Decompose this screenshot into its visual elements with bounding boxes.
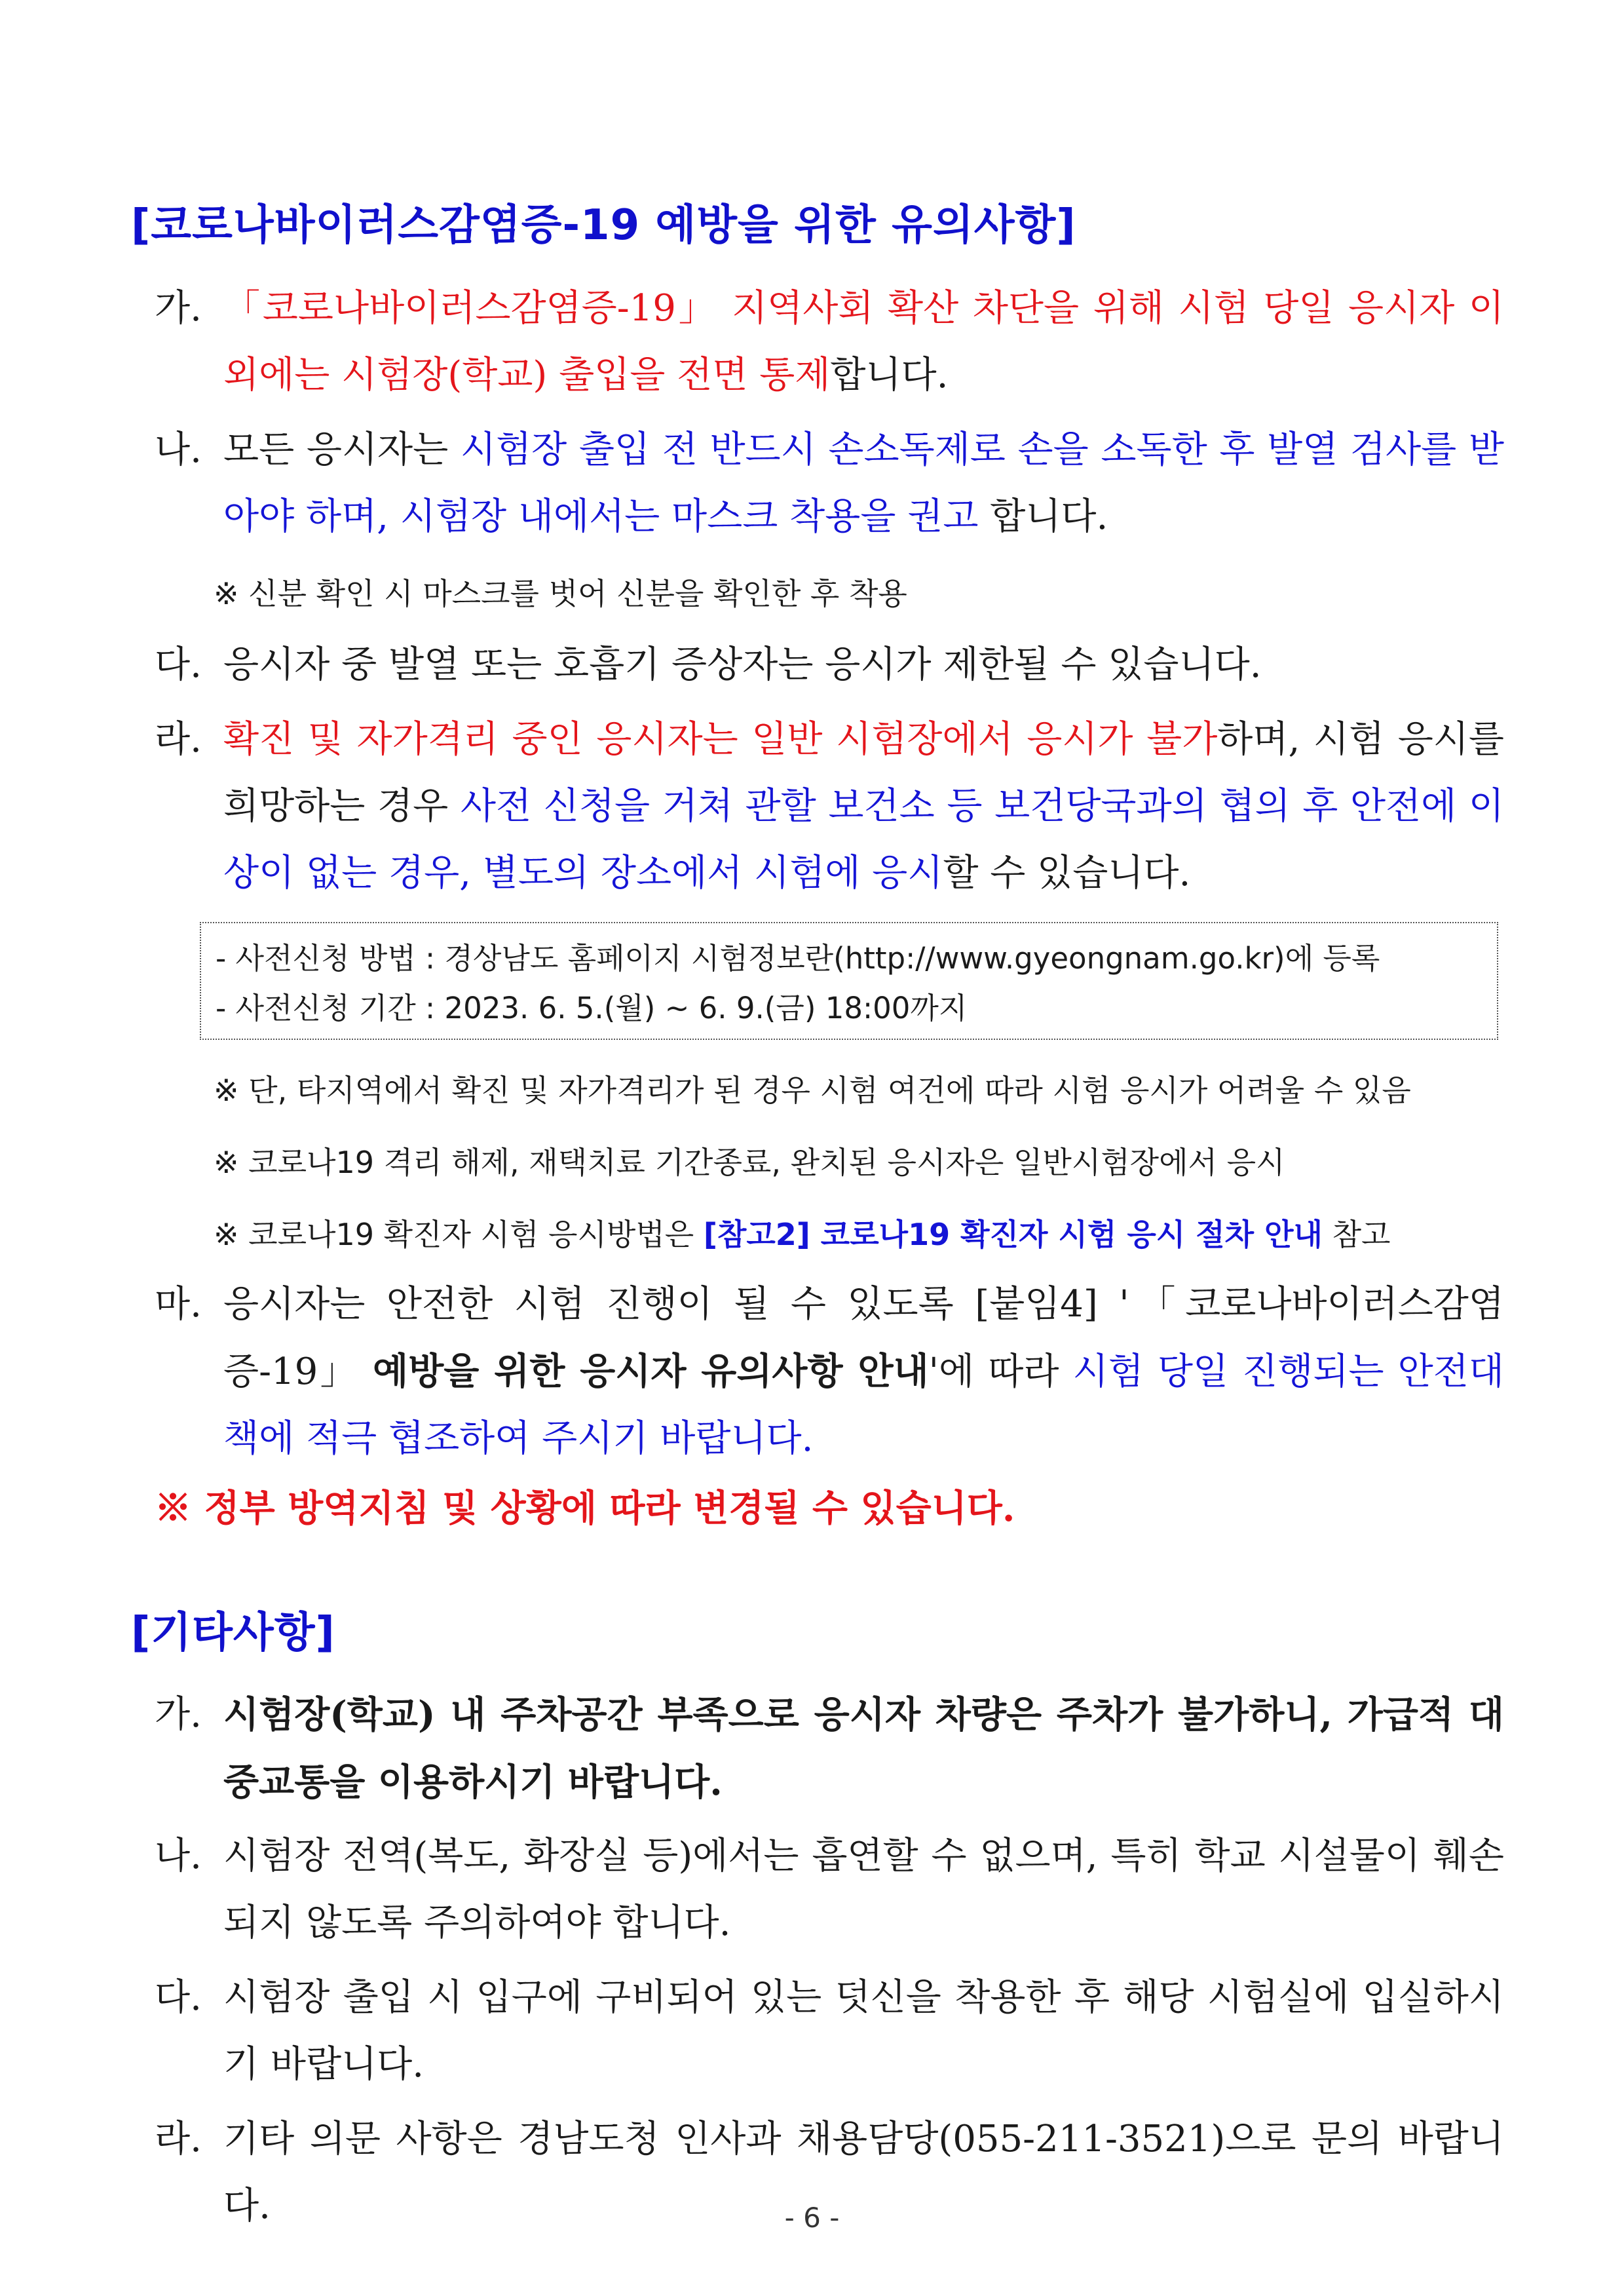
item-marker: 나. [155,1835,202,1877]
item-mid-text: 하며, 시험 응시를 희망하는 경우 [223,718,1504,828]
item-text: 시험장 전역(복도, 화장실 등)에서는 흡연할 수 없으며, 특히 학교 시설물이 훼손되지 않도록 주의하여야 합니다. [223,1835,1504,1944]
note-id-check: ※ 신분 확인 시 마스크를 벗어 신분을 확인한 후 착용 [214,576,907,611]
item-marker: 다. [155,1976,202,2019]
item-marker: 나. [155,429,202,471]
item-bold-text: 시험장(학교) 내 주차공간 부족으로 응시자 차량은 주차가 불가하니, 가급적 대중교통을 이용하시기 바랍니다. [223,1693,1504,1804]
item-marker: 가. [155,1693,202,1736]
note-other-region: ※ 단, 타지역에서 확진 및 자가격리가 된 경우 시험 여건에 따라 시험 응시가 어려울 수 있음 [214,1073,1411,1108]
registration-method: - 사전신청 방법 : 경상남도 홈페이지 시험정보란(http://www.gyeongnam.go.kr)에 등록 [216,941,1380,976]
item-tail-text: 할 수 있습니다. [943,852,1191,894]
item-red-text: 「코로나바이러스감염증-19」 지역사회 확산 차단을 위해 시험 당일 응시자 이외에는 시험장(학교) 출입을 전면 통제 [223,287,1504,396]
page-number: - 6 - [784,2202,840,2234]
item-tail-text: 합니다. [978,495,1108,538]
item-blue-text: 사전 신청을 거쳐 관할 보건소 등 보건당국과의 협의 후 안전에 이상이 없는 경우, 별도의 장소에서 시험에 응시 [223,785,1504,894]
item-marker: 다. [155,643,202,686]
item-marker: 가. [155,287,202,330]
registration-period: - 사전신청 기간 : 2023. 6. 5.(월) ~ 6. 9.(금) 18:00까지 [216,991,968,1025]
covid-item-ra [155,706,1504,907]
item-lead-text: 모든 응시자는 [223,429,461,471]
note-quarantine-release: ※ 코로나19 격리 해제, 재택치료 기간종료, 완치된 응시자은 일반시험장에서 응시 [214,1145,1285,1180]
reference-link-text: [참고2] 코로나19 확진자 시험 응시 절차 안내 [703,1217,1323,1252]
item-bold-text: 예방을 위한 응시자 유의사항 안내 [373,1350,929,1393]
section-title-covid: [코로나바이러스감염증-19 예방을 위한 유의사항] [131,201,1076,250]
covid-item-na [155,417,1504,550]
item-blue-text: 시험장 출입 전 반드시 손소독제로 손을 소독한 후 발열 검사를 받아야 하며, 시험장 내에서는 마스크 착용을 권고 [223,429,1504,538]
item-marker: 라. [155,718,202,761]
policy-change-notice: ※ 정부 방역지침 및 상황에 따라 변경될 수 있습니다. [155,1487,1015,1530]
item-tail-text: 합니다. [830,354,949,396]
note-tail-text: 참고 [1323,1217,1391,1252]
item-text: 기타 의문 사항은 경남도청 인사과 채용담당(055-211-3521)으로 문의 바랍니다. [223,2118,1504,2227]
item-red-text: 확진 및 자가격리 중인 응시자는 일반 시험장에서 응시가 불가 [223,718,1218,761]
item-text: 응시자 중 발열 또는 호흡기 증상자는 응시가 제한될 수 있습니다. [223,643,1262,686]
item-text: 시험장 출입 시 입구에 구비되어 있는 덧신을 착용한 후 해당 시험실에 입실하시기 바랍니다. [223,1976,1504,2086]
covid-item-ma [155,1271,1504,1472]
other-item-na [155,1823,1504,1957]
note-confirmed-procedure [214,1211,1391,1254]
pre-registration-box [200,922,1498,1040]
item-mid-text: '에 따라 [928,1350,1073,1393]
other-item-ga [155,1681,1504,1816]
covid-item-da [155,632,1504,698]
covid-item-ga [155,275,1504,409]
section-title-other: [기타사항] [131,1609,335,1657]
item-lead-text: 응시자는 안전한 시험 진행이 될 수 있도록 [붙임4] '「코로나바이러스감염증-19」 [223,1283,1504,1393]
item-blue-text: 시험 당일 진행되는 안전대책에 적극 협조하여 주시기 바랍니다. [223,1350,1504,1460]
note-lead-text: ※ 코로나19 확진자 시험 응시방법은 [214,1217,704,1252]
item-marker: 마. [155,1283,202,1326]
item-marker: 라. [155,2118,202,2160]
other-item-da [155,1964,1504,2098]
